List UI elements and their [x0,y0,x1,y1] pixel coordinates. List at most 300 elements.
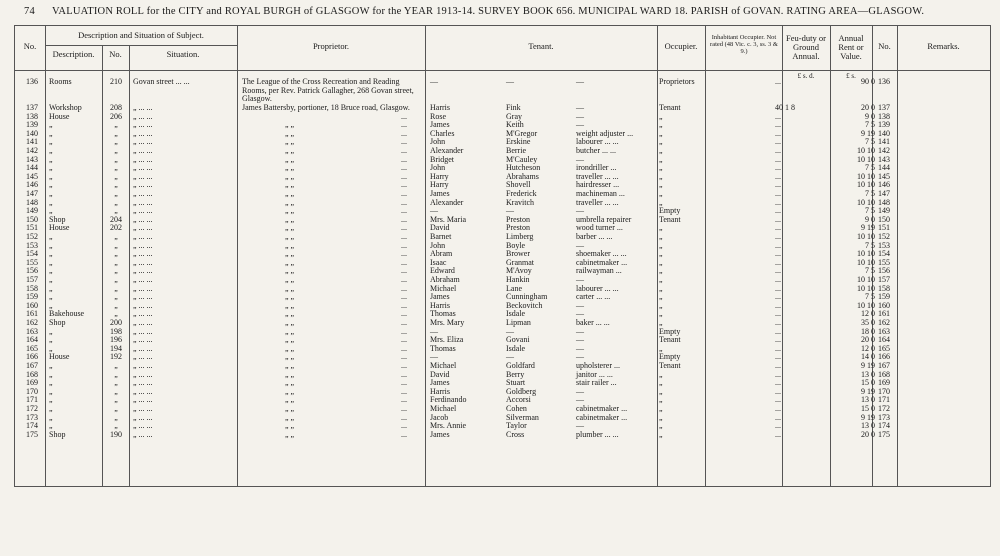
cell-ann: 15 0 [861,404,875,413]
cell-to: — [576,309,584,319]
cell-fd: ... [775,318,781,327]
cell-sit: „ ... ... [133,292,153,302]
cell-sit: „ ... ... [133,249,153,259]
cell-tf: Harris [430,300,450,310]
cell-ts: Berry [506,369,525,379]
cell-no2: 152 [878,232,890,241]
cell-sit: „ ... ... [133,111,153,121]
cell-occ: „ [659,292,663,302]
cell-ts: Govani [506,335,530,345]
cell-sit: „ ... ... [133,412,153,422]
cell-tf: Harris [430,103,450,112]
cell-desc: „ [49,240,53,250]
cell-occ: „ [659,257,663,267]
cell-desc: „ [49,343,53,353]
cell-no2: 168 [878,369,890,379]
cell-fd: ... [775,292,781,302]
cell-ts: Shovell [506,180,531,190]
cell-ts: Goldberg [506,386,537,396]
cell-no: 141 [26,137,38,147]
cell-desc: „ [49,326,53,336]
cell-ann: 90 0 [861,77,875,86]
cell-sit: „ ... ... [133,429,153,439]
cell-occ: Tenant [659,335,681,345]
cell-no2: 154 [878,249,890,259]
cell-pd: ... [401,378,407,388]
cell-sit: „ ... ... [133,361,153,370]
table-row [15,173,990,182]
cell-fd: ... [775,266,781,276]
cell-fd: ... [775,343,781,353]
col-header-proprietor: Proprietor. [312,41,350,51]
cell-no2: 170 [878,386,890,396]
cell-tf: Abraham [430,275,460,284]
cell-dno: „ [114,154,118,164]
col-header-remarks: Remarks. [927,41,960,51]
table-row [15,396,990,405]
cell-dno: „ [114,361,118,370]
cell-fd: ... [775,128,781,138]
table-row [15,422,990,431]
table-row [15,293,990,302]
roll-table [14,25,991,487]
cell-desc: Shop [49,429,66,439]
cell-to: cabinetmaker ... [576,404,628,413]
cell-to: labourer ... ... [576,137,619,147]
cell-no2: 165 [878,343,890,353]
cell-no: 168 [26,369,38,379]
cell-dno: „ [114,283,118,293]
cell-no2: 155 [878,257,890,267]
cell-no: 139 [26,120,38,130]
cell-occ: „ [659,300,663,310]
cell-dno: „ [114,404,118,413]
cell-ts: Beckovitch [506,300,543,310]
cell-sit: „ ... ... [133,206,153,216]
cell-ann: 12 0 [861,309,875,319]
cell-ts: Cunningham [506,292,548,302]
cell-no2: 158 [878,283,890,293]
cell-pd: ... [401,386,407,396]
cell-dno: „ [114,137,118,147]
cell-tf: James [430,429,450,439]
cell-dno: „ [114,120,118,130]
cell-tf: Alexander [430,197,464,207]
cell-occ: Tenant [659,361,681,370]
cell-pd: ... [401,249,407,259]
cell-no2: 164 [878,335,890,345]
cell-pd: ... [401,309,407,319]
cell-occ: „ [659,189,663,198]
cell-no2: 147 [878,189,890,198]
cell-no2: 166 [878,352,890,362]
cell-dno: „ [114,386,118,396]
cell-sit: „ ... ... [133,343,153,353]
cell-pd: ... [401,283,407,293]
cell-to: traveller ... ... [576,197,619,207]
cell-desc: „ [49,421,53,431]
cell-prop: „ „ [285,343,295,353]
cell-occ: Empty [659,352,681,362]
cell-pd: ... [401,335,407,345]
cell-pd: ... [401,128,407,138]
cell-tf: Edward [430,266,455,276]
cell-sit: „ ... ... [133,318,153,327]
cell-to: butcher ... ... [576,146,616,155]
cell-no: 165 [26,343,38,353]
cell-fd: ... [775,275,781,284]
cell-to: — [576,240,584,250]
cell-occ: „ [659,171,663,181]
cell-ann: 7 5 [865,120,875,130]
col-header-description: Description. [52,49,95,59]
cell-ts: Cross [506,429,525,439]
cell-desc: „ [49,189,53,198]
cell-fd: ... [775,352,781,362]
cell-to: — [576,77,584,86]
cell-pd: ... [401,171,407,181]
cell-dno: 194 [110,343,122,353]
cell-tf: Ferdinando [430,395,467,405]
cell-desc: „ [49,206,53,216]
cell-no2: 163 [878,326,890,336]
cell-to: — [576,335,584,345]
cell-fd: ... [775,421,781,431]
cell-dno: „ [114,369,118,379]
cell-sit: „ ... ... [133,180,153,190]
cell-fd: ... [775,120,781,130]
cell-sit: „ ... ... [133,421,153,431]
col-header-no2: No. [878,41,891,51]
cell-ann: 10 10 [857,257,875,267]
cell-ts: Limberg [506,232,534,241]
cell-no: 160 [26,300,38,310]
cell-occ: Empty [659,326,681,336]
cell-to: carter ... ... [576,292,611,302]
cell-to: labourer ... ... [576,283,619,293]
cell-prop: „ „ [285,128,295,138]
cell-ts: Boyle [506,240,526,250]
cell-pd: ... [401,266,407,276]
table-row [15,242,990,251]
table-row [15,224,990,233]
cell-no: 149 [26,206,38,216]
cell-tf: Alexander [430,146,464,155]
cell-occ: „ [659,412,663,422]
cell-tf: James [430,292,450,302]
table-row [15,156,990,165]
cell-ann: 10 10 [857,180,875,190]
cell-ann: 15 0 [861,378,875,388]
cell-ann: 20 0 [861,429,875,439]
cell-tf: Thomas [430,343,456,353]
cell-fd: ... [775,404,781,413]
cell-pd: ... [401,343,407,353]
cell-dno: „ [114,257,118,267]
cell-ts: Preston [506,214,530,224]
cell-to: hairdresser ... [576,180,620,190]
cell-ann: 9 19 [861,386,875,396]
cell-no: 161 [26,309,38,319]
feu-currency: £ s. d. [797,72,815,80]
cell-fd: ... [775,369,781,379]
cell-desc: „ [49,378,53,388]
cell-ann: 10 10 [857,275,875,284]
cell-to: — [576,275,584,284]
cell-sit: „ ... ... [133,326,153,336]
cell-tf: James [430,120,450,130]
cell-pd: ... [401,300,407,310]
cell-no2: 160 [878,300,890,310]
cell-to: traveller ... ... [576,171,619,181]
cell-dno: 204 [110,214,122,224]
cell-pd: ... [401,154,407,164]
cell-tf: Barnet [430,232,452,241]
cell-no: 170 [26,386,38,396]
cell-occ: Tenant [659,214,681,224]
cell-tf: Rose [430,111,446,121]
cell-no2: 151 [878,223,890,233]
cell-no2: 162 [878,318,890,327]
cell-to: irondriller ... [576,163,617,173]
cell-tf: James [430,189,450,198]
cell-sit: „ ... ... [133,257,153,267]
cell-tf: Michael [430,283,457,293]
table-row [15,310,990,319]
cell-sit: „ ... ... [133,369,153,379]
cell-dno: 202 [110,223,122,233]
cell-desc: Shop [49,214,66,224]
cell-no2: 143 [878,154,890,164]
cell-occ: „ [659,111,663,121]
cell-to: — [576,206,584,216]
cell-no: 154 [26,249,38,259]
header-title: VALUATION ROLL for the CITY and ROYAL BURGH of GLASGOW for the YEAR 1913-14. SURVEY BOOK 656. MUNICIPAL WARD 18. PARISH of GOVAN. RATING AREA—GLASGOW. [52,6,925,17]
cell-no: 162 [26,318,38,327]
cell-dno: „ [114,146,118,155]
cell-desc: House [49,223,70,233]
cell-desc: „ [49,171,53,181]
cell-ann: 20 0 [861,103,875,112]
cell-ann: 13 0 [861,395,875,405]
cell-ann: 20 0 [861,335,875,345]
cell-ann: 7 5 [865,240,875,250]
cell-ann: 10 10 [857,171,875,181]
cell-ann: 35 0 [861,318,875,327]
table-row [15,431,990,440]
cell-prop: „ „ [285,171,295,181]
col-header-annual: Annual Rent or Value. [838,33,864,61]
cell-tf: Mrs. Mary [430,318,465,327]
cell-prop: „ „ [285,378,295,388]
cell-no: 172 [26,404,38,413]
cell-ann: 7 5 [865,292,875,302]
table-row [15,113,990,122]
cell-desc: „ [49,395,53,405]
cell-prop: „ „ [285,318,295,327]
cell-prop: „ „ [285,335,295,345]
cell-to: machineman ... [576,189,625,198]
cell-no: 148 [26,197,38,207]
cell-prop: „ „ [285,266,295,276]
cell-tf: Jacob [430,412,449,422]
cell-fd: ... [775,300,781,310]
cell-ann: 9 19 [861,412,875,422]
cell-ts: M'Avoy [506,266,532,276]
cell-occ: „ [659,197,663,207]
cell-ann: 10 10 [857,154,875,164]
cell-desc: Rooms [49,77,72,86]
cell-pd: ... [401,240,407,250]
cell-no: 140 [26,128,38,138]
cell-fd: ... [775,223,781,233]
table-row [15,267,990,276]
cell-occ: „ [659,120,663,130]
col-header-occupier: Occupier. [664,41,698,51]
cell-fd: ... [775,111,781,121]
cell-fd: ... [775,429,781,439]
cell-no: 138 [26,111,38,121]
cell-occ: „ [659,404,663,413]
cell-ann: 10 10 [857,197,875,207]
cell-ts: Gray [506,111,522,121]
cell-sit: „ ... ... [133,197,153,207]
table-row [15,147,990,156]
cell-tf: Mrs. Eliza [430,335,464,345]
cell-pd: ... [401,206,407,216]
cell-occ: „ [659,137,663,147]
cell-sit: „ ... ... [133,189,153,198]
cell-prop: „ „ [285,361,295,370]
cell-ts: M'Gregor [506,128,538,138]
cell-ts: Hutcheson [506,163,541,173]
cell-to: barber ... ... [576,232,613,241]
cell-dno: „ [114,395,118,405]
table-row [15,207,990,216]
cell-sit: „ ... ... [133,395,153,405]
cell-prop: „ „ [285,404,295,413]
cell-pd: ... [401,120,407,130]
cell-to: umbrella repairer [576,214,632,224]
cell-ann: 7 5 [865,137,875,147]
cell-sit: „ ... ... [133,240,153,250]
cell-prop: „ „ [285,180,295,190]
cell-ts: Cohen [506,404,527,413]
cell-tf: Harry [430,180,449,190]
cell-desc: „ [49,163,53,173]
cell-occ: Proprietors [659,77,695,86]
cell-desc: „ [49,232,53,241]
cell-desc: House [49,111,70,121]
cell-to: — [576,103,584,112]
cell-no: 175 [26,429,38,439]
cell-sit: „ ... ... [133,352,153,362]
cell-to: baker ... ... [576,318,610,327]
cell-ts: Hankin [506,275,530,284]
cell-prop: „ „ [285,352,295,362]
cell-desc: „ [49,275,53,284]
cell-fd: ... [775,154,781,164]
cell-no: 151 [26,223,38,233]
cell-to: — [576,421,584,431]
cell-ts: Abrahams [506,171,539,181]
table-row [15,164,990,173]
cell-tf: David [430,369,450,379]
col-header-situation: Situation. [166,49,200,59]
cell-prop: The League of the Cross Recreation and Reading Rooms, per Rev. Patrick Gallagher, 268 Govan street, Glasgow. [242,77,414,104]
cell-dno: „ [114,206,118,216]
cell-prop: „ „ [285,232,295,241]
table-row [15,388,990,397]
cell-tf: — [430,77,438,86]
cell-no2: 146 [878,180,890,190]
cell-ann: 9 19 [861,223,875,233]
cell-desc: „ [49,292,53,302]
cell-pd: ... [401,180,407,190]
cell-pd: ... [401,232,407,241]
cell-fd: ... [775,240,781,250]
cell-dno: „ [114,309,118,319]
cell-ann: 13 0 [861,369,875,379]
cell-pd: ... [401,395,407,405]
cell-fd: ... [775,146,781,155]
cell-fd: ... [775,395,781,405]
cell-occ: „ [659,283,663,293]
cell-pd: ... [401,292,407,302]
cell-ann: 10 10 [857,300,875,310]
cell-pd: ... [401,257,407,267]
cell-fd: ... [775,378,781,388]
cell-no2: 174 [878,421,890,431]
cell-to: upholsterer ... [576,361,620,370]
cell-prop: „ „ [285,429,295,439]
cell-to: shoemaker ... ... [576,249,627,259]
cell-ts: — [506,206,514,216]
cell-prop: James Battersby, portioner, 18 Bruce road, Glasgow. [242,103,410,112]
cell-desc: „ [49,180,53,190]
cell-dno: 208 [110,103,122,112]
table-row [15,336,990,345]
cell-sit: „ ... ... [133,378,153,388]
cell-no2: 145 [878,171,890,181]
cell-tf: Isaac [430,257,447,267]
cell-ts: Fink [506,103,521,112]
cell-no: 153 [26,240,38,250]
cell-sit: „ ... ... [133,154,153,164]
cell-desc: „ [49,404,53,413]
cell-occ: Tenant [659,103,681,112]
cell-dno: 200 [110,318,122,327]
cell-no: 157 [26,275,38,284]
cell-to: janitor ... ... [576,369,613,379]
cell-desc: „ [49,197,53,207]
cell-sit: „ ... ... [133,309,153,319]
cell-no: 147 [26,189,38,198]
cell-occ: „ [659,146,663,155]
cell-no2: 153 [878,240,890,250]
cell-ts: Kravitch [506,197,534,207]
table-row [15,130,990,139]
cell-desc: „ [49,137,53,147]
cell-prop: „ „ [285,240,295,250]
cell-desc: „ [49,146,53,155]
cell-sit: „ ... ... [133,275,153,284]
cell-prop: „ „ [285,137,295,147]
cell-occ: „ [659,421,663,431]
cell-prop: „ „ [285,189,295,198]
cell-occ: „ [659,429,663,439]
cell-ann: 12 0 [861,343,875,353]
